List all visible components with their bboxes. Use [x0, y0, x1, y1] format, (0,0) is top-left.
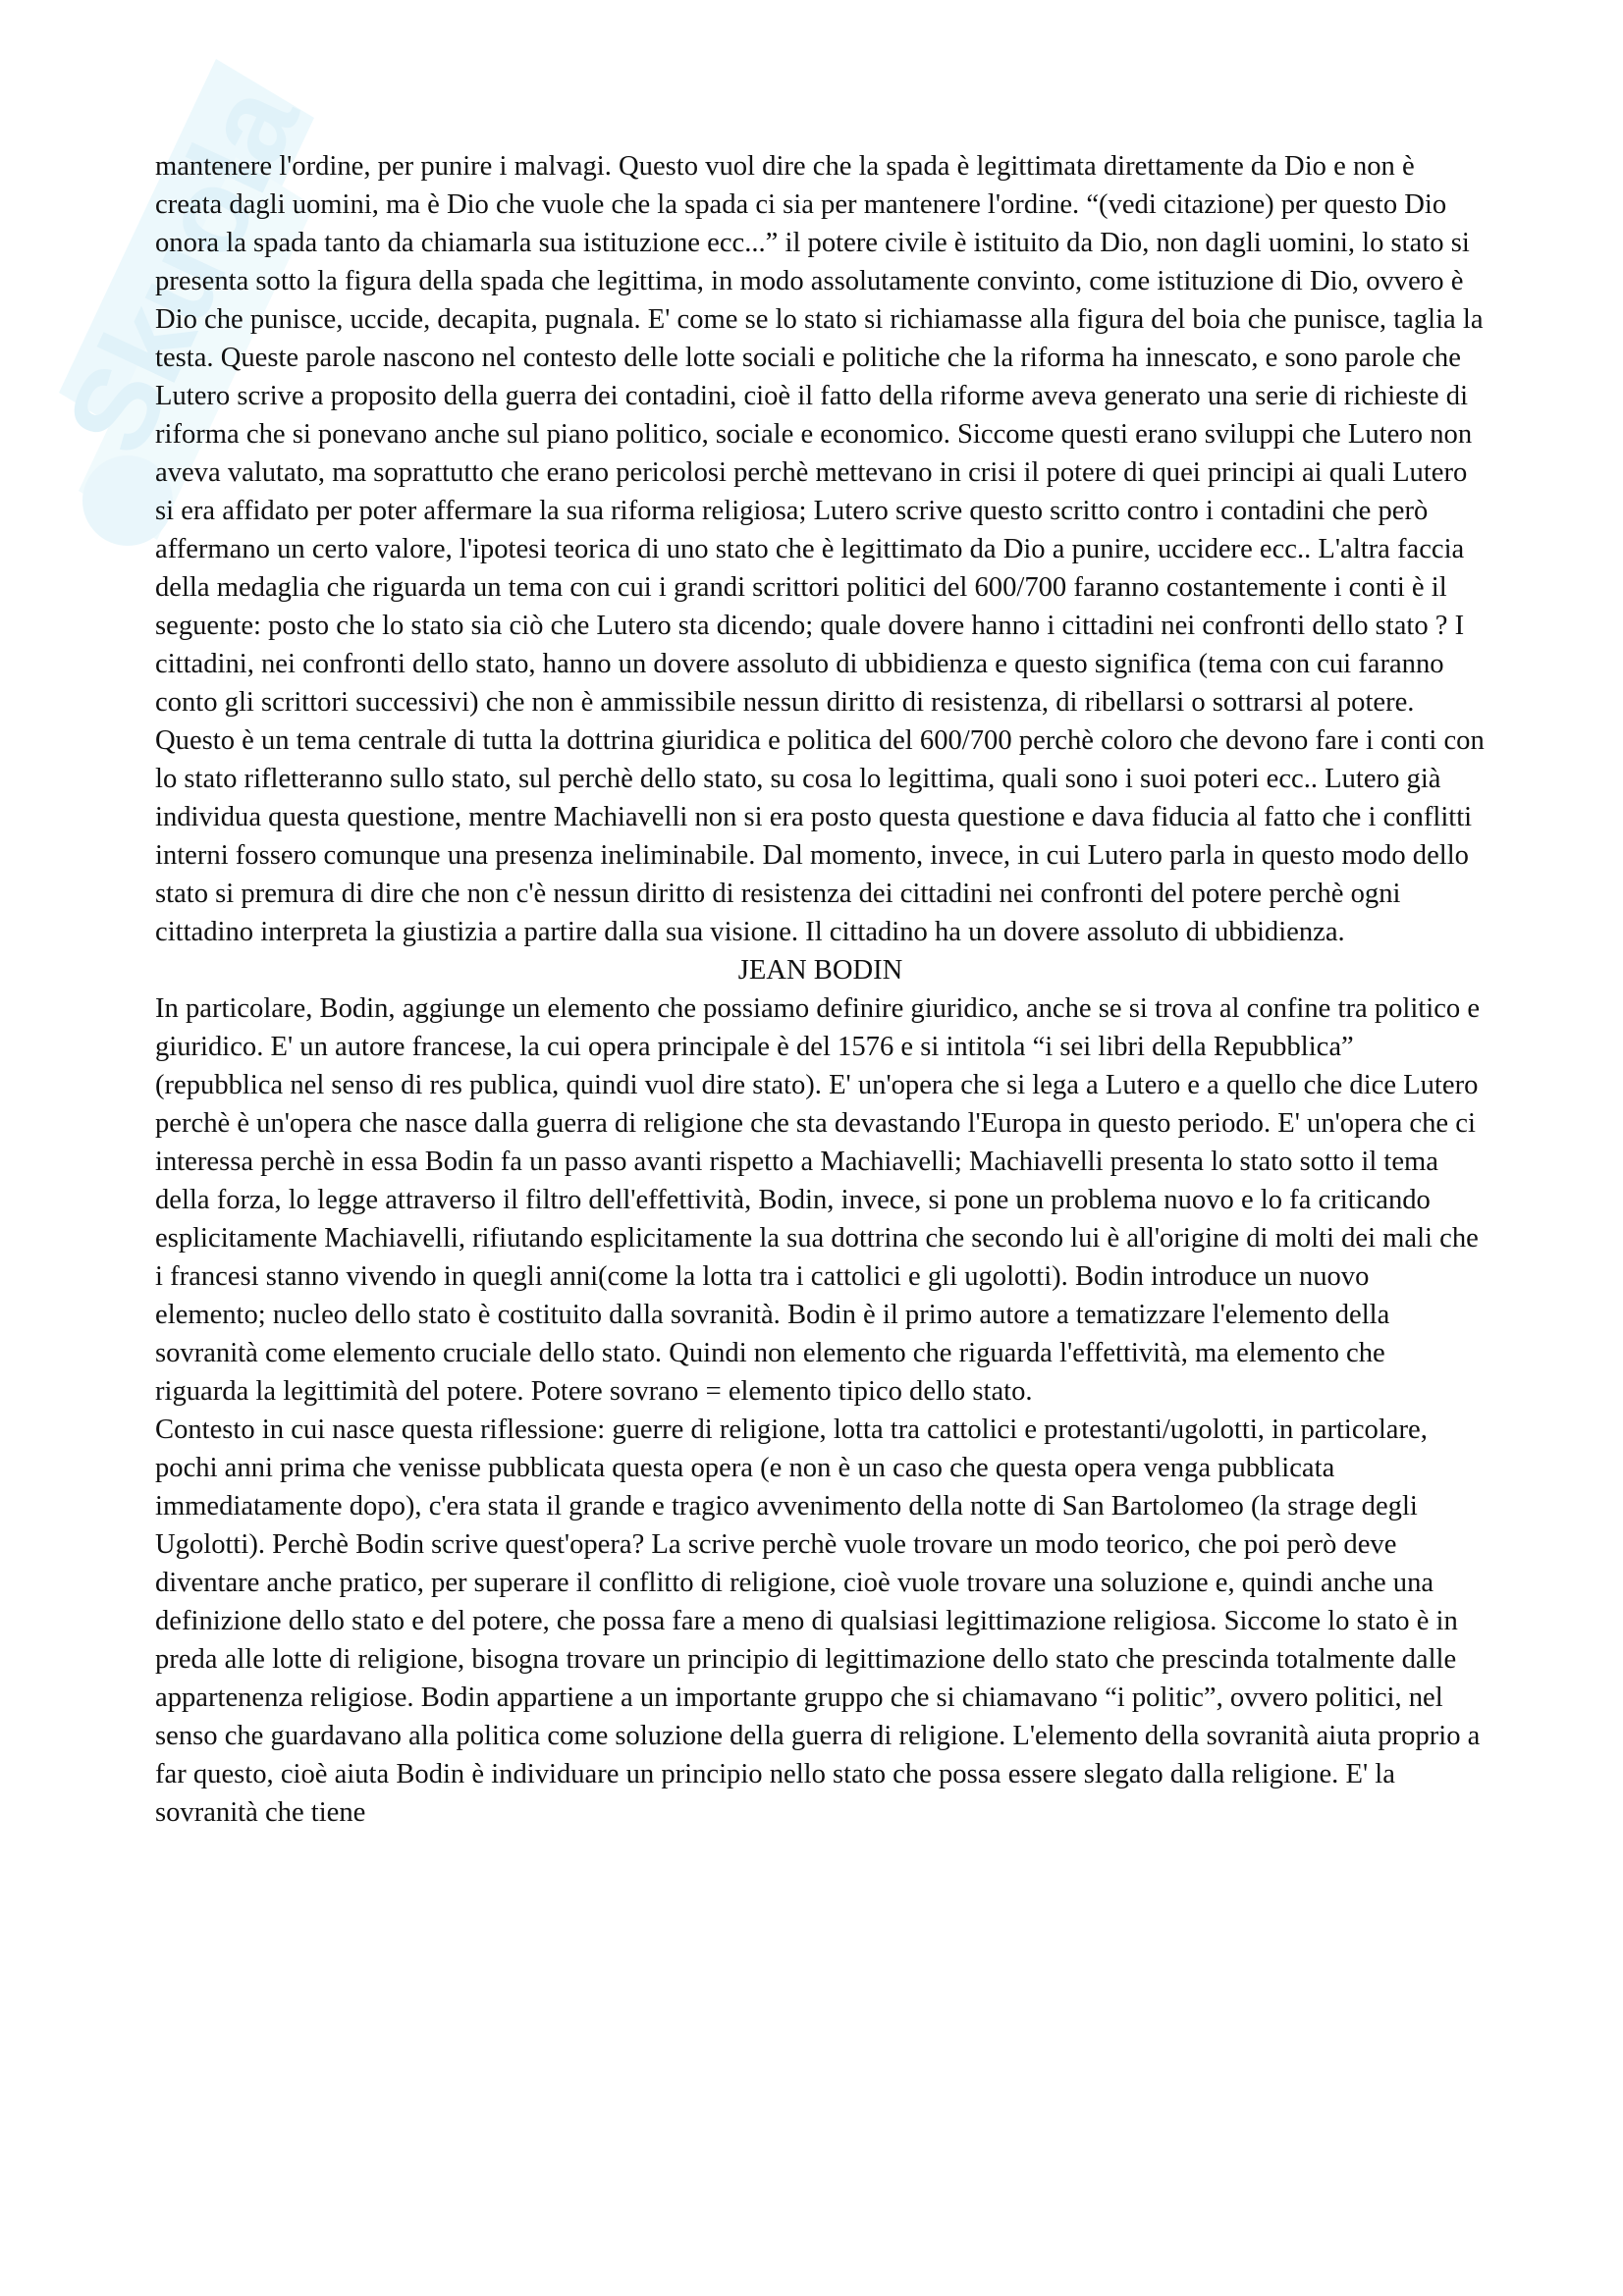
document-page: [155, 147, 1486, 1832]
section-heading: JEAN BODIN: [737, 955, 903, 986]
watermark-text: Skuola: [41, 66, 324, 472]
paragraph-luther-state: mantenere l'ordine, per punire i malvagi. Questo vuol dire che la spada è legittimata direttamente da Dio e non è creata dagli uomini, ma è Dio che vuole che la spada ci sia per mantenere l'ordine. “(vedi citazione) per questo Dio onora la spada tanto da chiamarla sua istituzione ecc...” il potere civile è istituito da Dio, non dagli uomini, lo stato si presenta sotto la figura della spada che legittima, in modo assolutamente convinto, come istituzione di Dio, ovvero è Dio che punisce, uccide, decapita, pugnala. E' come se lo stato si richiamasse alla figura del boia che punisce, taglia la testa. Queste parole nascono nel contesto delle lotte sociali e politiche che la riforma ha innescato, e sono parole che Lutero scrive a proposito della guerra dei contadini, cioè il fatto della riforme aveva generato una serie di richieste di riforma che si ponevano anche sul piano politico, sociale e economico. Siccome questi erano sviluppi che Lutero non aveva valutato, ma soprattutto che erano pericolosi perchè mettevano in crisi il potere di quei principi ai quali Lutero si era affidato per poter affermare la sua riforma religiosa; Lutero scrive questo scritto contro i contadini che però affermano un certo valore, l'ipotesi teorica di uno stato che è legittimato da Dio a punire, uccidere ecc.. L'altra faccia della medaglia che riguarda un tema con cui i grandi scrittori politici del 600/700 faranno costantemente i conti è il seguente: posto che lo stato sia ciò che Lutero sta dicendo; quale dovere hanno i cittadini nei confronti dello stato ? I cittadini, nei confronti dello stato, hanno un dovere assoluto di ubbidienza e questo significa (tema con cui faranno conto gli scrittori successivi) che non è ammissibile nessun diritto di resistenza, di ribellarsi o sottrarsi al potere. Questo è un tema centrale di tutta la dottrina giuridica e politica del 600/700 perchè coloro che devono fare i conti con lo stato rifletteranno sullo stato, sul perchè dello stato, su cosa lo legittima, quali sono i suoi poteri ecc.. Lutero già individua questa questione, mentre Machiavelli non si era posto questa questione e dava fiducia al fatto che i conflitti interni fossero comunque una presenza ineliminabile. Dal momento, invece, in cui Lutero parla in questo modo dello stato si premura di dire che non c'è nessun diritto di resistenza dei cittadini nei confronti del potere perchè ogni cittadino interpreta la giustizia a partire dalla sua visione. Il cittadino ha un dovere assoluto di ubbidienza.: [155, 151, 1485, 947]
paragraph-bodin-context: Contesto in cui nasce questa riflessione: guerre di religione, lotta tra cattolici e protestanti/ugolotti, in particolare, pochi anni prima che venisse pubblicata questa opera (e non è un caso che questa opera venga pubblicata immediatamente dopo), c'era stata il grande e tragico avvenimento della notte di San Bartolomeo (la strage degli Ugolotti). Perchè Bodin scrive quest'opera? La scrive perchè vuole trovare un modo teorico, che poi però deve diventare anche pratico, per superare il conflitto di religione, cioè vuole trovare una soluzione e, quindi anche una definizione dello stato e del potere, che possa fare a meno di qualsiasi legittimazione religiosa. Siccome lo stato è in preda alle lotte di religione, bisogna trovare un principio di legittimazione dello stato che prescinda totalmente dalle appartenenza religiose. Bodin appartiene a un importante gruppo che si chiamavano “i politic”, ovvero politici, nel senso che guardavano alla politica come soluzione della guerra di religione. L'elemento della sovranità aiuta proprio a far questo, cioè aiuta Bodin è individuare un principio nello stato che possa essere slegato dalla religione. E' la sovranità che tiene: [155, 1415, 1481, 1828]
paragraph-bodin-intro: In particolare, Bodin, aggiunge un elemento che possiamo definire giuridico, anche se si trova al confine tra politico e giuridico. E' un autore francese, la cui opera principale è del 1576 e si intitola “i sei libri della Repubblica” (repubblica nel senso di res publica, quindi vuol dire stato). E' un'opera che si lega a Lutero e a quello che dice Lutero perchè è un'opera che nasce dalla guerra di religione che sta devastando l'Europa in questo periodo. E' un'opera che ci interessa perchè in essa Bodin fa un passo avanti rispetto a Machiavelli; Machiavelli presenta lo stato sotto il tema della forza, lo legge attraverso il filtro dell'effettività, Bodin, invece, si pone un problema nuovo e lo fa criticando esplicitamente Machiavelli, rifiutando esplicitamente la sua dottrina che secondo lui è all'origine di molti dei mali che i francesi stanno vivendo in quegli anni(come la lotta tra i cattolici e gli ugolotti). Bodin introduce un nuovo elemento; nucleo dello stato è costituito dalla sovranità. Bodin è il primo autore a tematizzare l'elemento della sovranità come elemento cruciale dello stato. Quindi non elemento che riguarda l'effettività, ma elemento che riguarda la legittimità del potere. Potere sovrano = elemento tipico dello stato.: [155, 993, 1481, 1407]
